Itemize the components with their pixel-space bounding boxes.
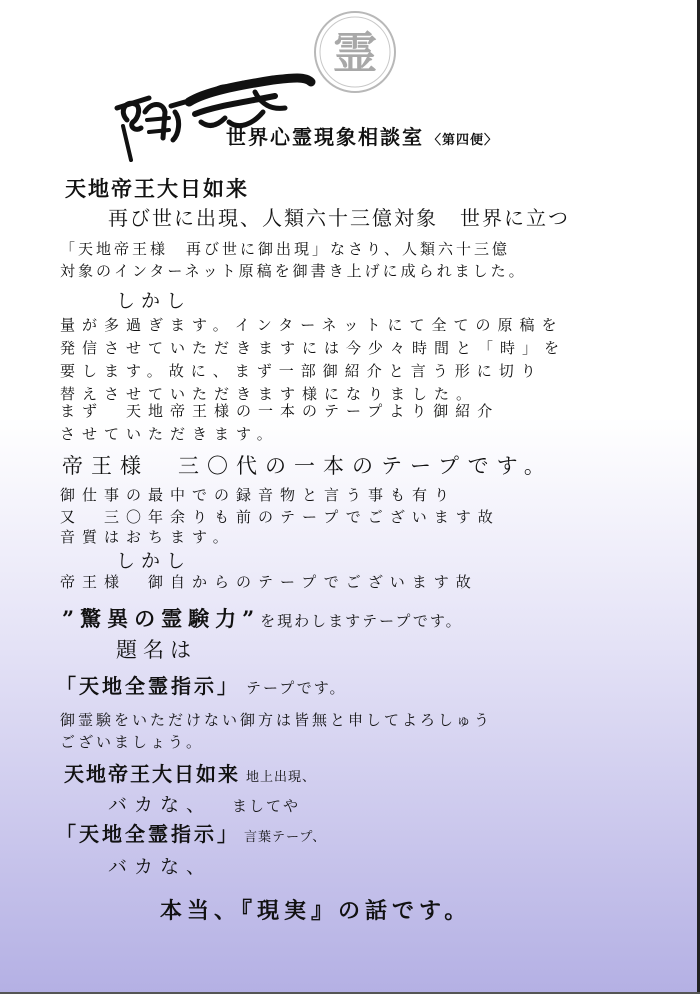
words-tape-line: [56, 824, 326, 844]
miracle-tail: を現わしますテープです。: [260, 612, 463, 630]
deity-name: 天地帝王大日如来: [64, 762, 240, 786]
tape-title-2: 「天地全霊指示」: [56, 822, 240, 846]
heading-tape: 帝王様 三〇代の一本のテープです。: [62, 454, 553, 478]
para-line: まず 天地帝王様の一本のテープより御紹介: [60, 402, 500, 420]
deity-appearance-tail: 地上出現、: [246, 770, 317, 785]
title-label-line: 題名は: [116, 638, 197, 662]
subheading-appearance: 再び世に出現、人類六十三億対象 世界に立つ: [108, 206, 570, 230]
absurd-line: [108, 796, 300, 815]
para-line: 発信させていただきますには今少々時間と「時」を: [60, 339, 567, 357]
page-title: [226, 127, 498, 147]
para-line: 替えさせていただきます様になりました。: [60, 385, 479, 403]
tape-title: 「天地全霊指示」: [56, 674, 240, 698]
absurd-phrase: バカな、: [108, 794, 213, 816]
para-line: 又 三〇年余りも前のテープでございます故: [60, 508, 500, 526]
deity-appearance-line: [64, 764, 316, 784]
para-line: 量が多過ぎます。インターネットにて全ての原稿を: [60, 316, 564, 334]
emblem-glyph: 霊: [333, 28, 377, 79]
absurd-line-2: バカな、: [108, 856, 213, 878]
para-line: させていただきます。: [60, 425, 279, 443]
para-line: 帝王様 御自からのテープでございます故: [60, 573, 478, 591]
tape-title-line: [56, 676, 347, 696]
however-line: しかし: [116, 290, 192, 312]
para-line: 対象のインターネット原稿を御書き上げに成られました。: [60, 262, 527, 280]
words-tape-tail: 言葉テープ、: [244, 830, 327, 845]
absurd-tail: ましてや: [232, 797, 301, 815]
title-text: 世界心霊現象相談室: [226, 125, 424, 149]
however-line: しかし: [116, 550, 192, 572]
title-issue: 〈第四便〉: [428, 133, 499, 148]
miracle-line: [62, 608, 463, 629]
heading-deity: 天地帝王大日如来: [65, 176, 249, 201]
para-line: ございましょう。: [60, 733, 205, 751]
para-line: 御仕事の最中での録音物と言う事も有り: [60, 486, 457, 504]
closing-statement: 本当、『現実』の話です。: [160, 898, 472, 924]
brush-calligraphy-logo: [105, 62, 317, 172]
miracle-phrase: ”驚異の霊験力”: [62, 606, 261, 631]
para-line: 御霊験をいただけない御方は皆無と申してよろしゅう: [60, 711, 493, 729]
para-line: 音質はおちます。: [60, 528, 235, 546]
emblem-seal-icon: [313, 10, 397, 94]
para-line: 要します。故に、まず一部御紹介と言う形に切り: [60, 362, 543, 380]
para-line: 「天地帝王様 再び世に御出現」なさり、人類六十三億: [60, 240, 511, 258]
tape-title-tail: テープです。: [246, 679, 347, 697]
